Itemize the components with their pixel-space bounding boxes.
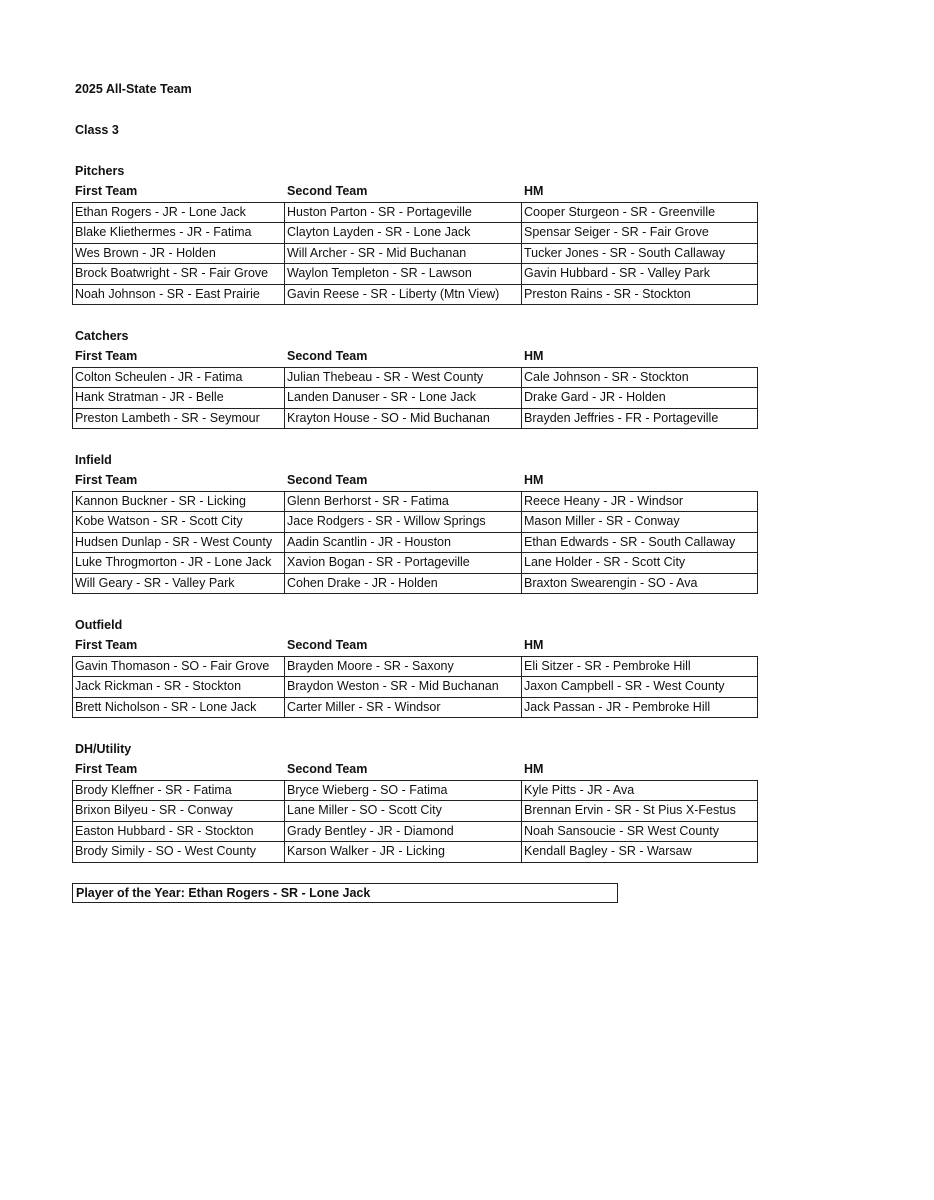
section-infield [72,450,772,594]
table-row [73,264,758,285]
player-cell: Brett Nicholson - SR - Lone Jack [73,697,285,718]
document-title: 2025 All-State Team [75,82,192,96]
player-cell: Luke Throgmorton - JR - Lone Jack [73,553,285,574]
roster-table [72,491,758,595]
player-cell: Will Geary - SR - Valley Park [73,573,285,594]
player-cell: Will Archer - SR - Mid Buchanan [285,243,522,264]
player-cell: Reece Heany - JR - Windsor [522,491,758,512]
table-row [73,388,758,409]
column-header: Second Team [287,762,368,776]
player-cell: Brock Boatwright - SR - Fair Grove [73,264,285,285]
player-cell: Jace Rodgers - SR - Willow Springs [285,512,522,533]
player-cell: Julian Thebeau - SR - West County [285,367,522,388]
player-cell: Easton Hubbard - SR - Stockton [73,821,285,842]
player-cell: Huston Parton - SR - Portageville [285,202,522,223]
table-row [73,697,758,718]
table-row [73,553,758,574]
section-title: Infield [75,453,112,467]
player-cell: Grady Bentley - JR - Diamond [285,821,522,842]
player-cell: Waylon Templeton - SR - Lawson [285,264,522,285]
player-cell: Lane Miller - SO - Scott City [285,801,522,822]
player-cell: Clayton Layden - SR - Lone Jack [285,223,522,244]
player-cell: Jack Passan - JR - Pembroke Hill [522,697,758,718]
column-header: HM [524,473,544,487]
table-row [73,491,758,512]
table-row [73,677,758,698]
column-header-row [72,759,772,780]
column-header: Second Team [287,349,368,363]
player-cell: Noah Johnson - SR - East Prairie [73,284,285,305]
player-cell: Hudsen Dunlap - SR - West County [73,532,285,553]
player-cell: Brayden Moore - SR - Saxony [285,656,522,677]
player-cell: Kyle Pitts - JR - Ava [522,780,758,801]
player-cell: Karson Walker - JR - Licking [285,842,522,863]
table-row [73,223,758,244]
section-dh-utility [72,739,772,863]
player-cell: Preston Rains - SR - Stockton [522,284,758,305]
table-row [73,284,758,305]
player-cell: Jack Rickman - SR - Stockton [73,677,285,698]
table-row [73,367,758,388]
column-header-row [72,181,772,202]
player-cell: Krayton House - SO - Mid Buchanan [285,408,522,429]
player-cell: Eli Sitzer - SR - Pembroke Hill [522,656,758,677]
column-header: Second Team [287,638,368,652]
player-cell: Braydon Weston - SR - Mid Buchanan [285,677,522,698]
table-row [73,512,758,533]
player-cell: Glenn Berhorst - SR - Fatima [285,491,522,512]
column-header: HM [524,349,544,363]
player-cell: Tucker Jones - SR - South Callaway [522,243,758,264]
player-cell: Cooper Sturgeon - SR - Greenville [522,202,758,223]
sections-container [72,161,772,863]
column-header: HM [524,762,544,776]
player-cell: Gavin Thomason - SO - Fair Grove [73,656,285,677]
table-row [73,656,758,677]
table-row [73,801,758,822]
player-cell: Carter Miller - SR - Windsor [285,697,522,718]
player-cell: Ethan Rogers - JR - Lone Jack [73,202,285,223]
player-cell: Cale Johnson - SR - Stockton [522,367,758,388]
table-row [73,202,758,223]
table-row [73,408,758,429]
player-cell: Bryce Wieberg - SO - Fatima [285,780,522,801]
class-label: Class 3 [75,123,119,137]
player-cell: Wes Brown - JR - Holden [73,243,285,264]
player-cell: Landen Danuser - SR - Lone Jack [285,388,522,409]
section-title: DH/Utility [75,742,132,756]
player-cell: Brayden Jeffries - FR - Portageville [522,408,758,429]
column-header: Second Team [287,473,368,487]
player-cell: Cohen Drake - JR - Holden [285,573,522,594]
player-cell: Aadin Scantlin - JR - Houston [285,532,522,553]
column-header: Second Team [287,184,368,198]
table-row [73,573,758,594]
player-cell: Preston Lambeth - SR - Seymour [73,408,285,429]
player-cell: Jaxon Campbell - SR - West County [522,677,758,698]
column-header: First Team [75,762,138,776]
player-of-year-box: Player of the Year: Ethan Rogers - SR - Lone Jack [72,883,618,903]
column-header: HM [524,638,544,652]
column-header: First Team [75,473,138,487]
section-title: Pitchers [75,164,125,178]
column-header: First Team [75,349,138,363]
player-cell: Brixon Bilyeu - SR - Conway [73,801,285,822]
player-cell: Brody Simily - SO - West County [73,842,285,863]
section-outfield [72,615,772,718]
player-cell: Gavin Reese - SR - Liberty (Mtn View) [285,284,522,305]
roster-table [72,202,758,306]
player-cell: Braxton Swearengin - SO - Ava [522,573,758,594]
roster-table [72,367,758,430]
player-cell: Kendall Bagley - SR - Warsaw [522,842,758,863]
player-cell: Brennan Ervin - SR - St Pius X-Festus [522,801,758,822]
table-row [73,243,758,264]
player-cell: Ethan Edwards - SR - South Callaway [522,532,758,553]
roster-table [72,656,758,719]
player-cell: Blake Kliethermes - JR - Fatima [73,223,285,244]
player-cell: Colton Scheulen - JR - Fatima [73,367,285,388]
player-cell: Mason Miller - SR - Conway [522,512,758,533]
roster-table [72,780,758,863]
player-cell: Hank Stratman - JR - Belle [73,388,285,409]
section-title: Outfield [75,618,123,632]
column-header: HM [524,184,544,198]
column-header-row [72,635,772,656]
player-cell: Brody Kleffner - SR - Fatima [73,780,285,801]
column-header-row [72,470,772,491]
column-header-row [72,346,772,367]
section-pitchers [72,161,772,305]
player-cell: Gavin Hubbard - SR - Valley Park [522,264,758,285]
player-cell: Spensar Seiger - SR - Fair Grove [522,223,758,244]
player-cell: Noah Sansoucie - SR West County [522,821,758,842]
player-cell: Lane Holder - SR - Scott City [522,553,758,574]
player-cell: Drake Gard - JR - Holden [522,388,758,409]
section-title: Catchers [75,329,129,343]
player-cell: Xavion Bogan - SR - Portageville [285,553,522,574]
table-row [73,821,758,842]
column-header: First Team [75,184,138,198]
player-cell: Kobe Watson - SR - Scott City [73,512,285,533]
player-cell: Kannon Buckner - SR - Licking [73,491,285,512]
table-row [73,780,758,801]
table-row [73,842,758,863]
section-catchers [72,326,772,429]
document-page [72,79,772,903]
column-header: First Team [75,638,138,652]
table-row [73,532,758,553]
